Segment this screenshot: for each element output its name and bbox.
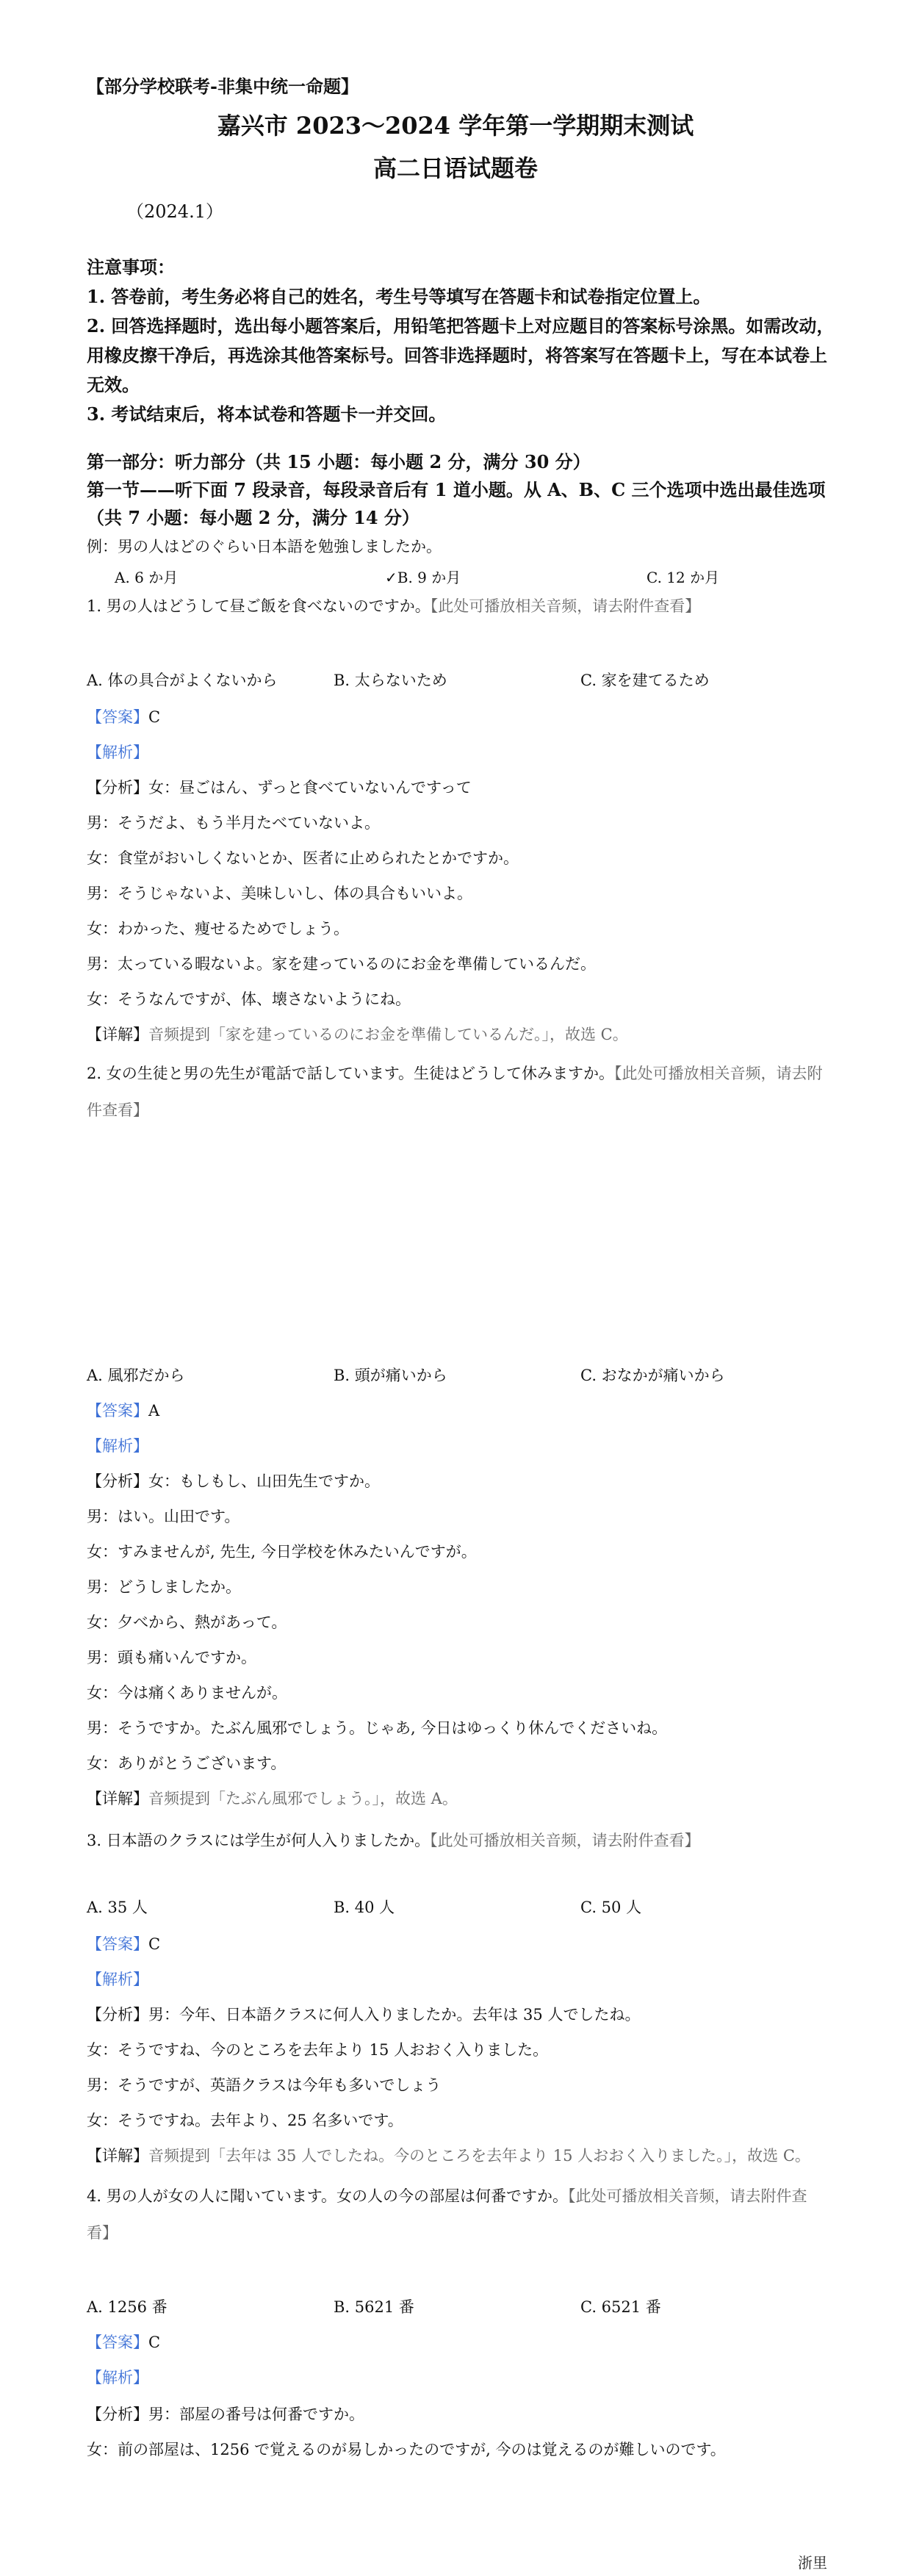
question-stem: 2. 女の生徒と男の先生が電話で話しています。生徒はどうして休みますか。【此处可播放相关音频，请去附件查看】 bbox=[87, 1065, 823, 1119]
dialogue-line: 女：そうですね、今のところを去年より 15 人おおく入りました。 bbox=[87, 2041, 549, 2059]
option-a: A. 体の具合がよくないから bbox=[87, 672, 278, 689]
example-option-a: A. 6 か月 bbox=[115, 569, 179, 586]
option-c: C. おなかが痛いから bbox=[580, 1367, 725, 1384]
analysis-label: 【解析】 bbox=[87, 1971, 148, 1988]
option-b: B. 40 人 bbox=[334, 1899, 395, 1916]
notes-heading: 注意事项： bbox=[87, 256, 175, 278]
exam-date: （2024.1） bbox=[126, 201, 223, 222]
dialogue-line: 男：はい。山田です。 bbox=[87, 1508, 240, 1525]
audio-reference: 【此处可播放相关音频，请去附件查看】 bbox=[430, 597, 701, 615]
dialogue-line: 女：夕べから、熱があって。 bbox=[87, 1613, 287, 1631]
audio-reference: 【此处可播放相关音频，请去附件查看】 bbox=[87, 2187, 807, 2242]
note-item: 3. 考试结束后，将本试卷和答题卡一并交回。 bbox=[87, 403, 447, 425]
part1-heading: 第一部分：听力部分（共 15 小题：每小题 2 分，满分 30 分） bbox=[87, 451, 591, 472]
option-a: A. 1256 番 bbox=[87, 2298, 168, 2316]
dialogue-line: 男：どうしましたか。 bbox=[87, 1578, 241, 1596]
option-c: C. 50 人 bbox=[580, 1899, 642, 1916]
answer-line: 【答案】C bbox=[87, 1935, 161, 1953]
dialogue-line: 男：頭も痛いんですか。 bbox=[87, 1649, 256, 1666]
exam-title: 嘉兴市 2023～2024 学年第一学期期末测试 bbox=[217, 112, 694, 140]
question-stem: 3. 日本語のクラスには学生が何人入りましたか。【此处可播放相关音频，请去附件查看】 bbox=[87, 1832, 700, 1849]
audio-reference: 【此处可播放相关音频，请去附件查看】 bbox=[87, 1065, 823, 1119]
part1-header bbox=[87, 448, 851, 532]
dialogue-line: 女：食堂がおいしくないとか、医者に止められたとかですか。 bbox=[87, 849, 519, 867]
dialogue-line: 【分析】女：もしもし、山田先生ですか。 bbox=[87, 1472, 380, 1490]
question-stem: 4. 男の人が女の人に聞いています。女の人の今の部屋は何番ですか。【此处可播放相关音频，请去附件查看】 bbox=[87, 2187, 807, 2242]
detail-line: 【详解】音频提到「家を建っているのにお金を準備しているんだ。」，故选 C。 bbox=[87, 1026, 628, 1043]
dialogue-line: 女：そうなんですが、体、壊さないようにね。 bbox=[87, 990, 411, 1008]
option-c: C. 家を建てるため bbox=[580, 672, 710, 689]
dialogue-line: 女：前の部屋は、1256 で覚えるのが易しかったのですが, 今のは覚えるのが難しいのです。 bbox=[87, 2441, 726, 2458]
option-b: B. 5621 番 bbox=[334, 2298, 414, 2316]
exam-tag: 【部分学校联考-非集中统一命题】 bbox=[87, 76, 359, 97]
dialogue-line: 男：そうですが、英語クラスは今年も多いでしょう bbox=[87, 2076, 442, 2094]
audio-reference: 【此处可播放相关音频，请去附件查看】 bbox=[430, 1832, 700, 1849]
detail-line: 【详解】音频提到「去年は 35 人でしたね。今のところを去年より 15 人おおく入りました。」，故选 C。 bbox=[87, 2147, 810, 2165]
dialogue-line: 男：そうだよ、もう半月たべていないよ。 bbox=[87, 814, 380, 832]
example-option-b: ✓B. 9 か月 bbox=[385, 569, 461, 586]
notes-block bbox=[87, 253, 836, 429]
dialogue-line: 女：わかった、痩せるためでしょう。 bbox=[87, 920, 349, 938]
option-a: A. 風邪だから bbox=[87, 1367, 185, 1384]
note-item: 2. 回答选择题时，选出每小题答案后，用铅笔把答题卡上对应题目的答案标号涂黑。如需改动，用橡皮擦干净后，再选涂其他答案标号。回答非选择题时，将答案写在答题卡上，写在本试卷上无效。 bbox=[87, 315, 835, 395]
exam-subtitle: 高二日语试题卷 bbox=[372, 154, 538, 182]
dialogue-line: 女：ありがとうございます。 bbox=[87, 1755, 287, 1772]
dialogue-line: 男：太っている暇ないよ。家を建っているのにお金を準備しているんだ。 bbox=[87, 955, 596, 973]
dialogue-line: 【分析】男：今年、日本語クラスに何人入りましたか。去年は 35 人でしたね。 bbox=[87, 2006, 641, 2023]
option-c: C. 6521 番 bbox=[580, 2298, 661, 2316]
answer-line: 【答案】C bbox=[87, 708, 161, 726]
answer-line: 【答案】C bbox=[87, 2334, 161, 2351]
dialogue-line: 【分析】男：部屋の番号は何番ですか。 bbox=[87, 2406, 364, 2423]
analysis-label: 【解析】 bbox=[87, 1437, 148, 1455]
detail-line: 【详解】音频提到「たぶん風邪でしょう。」，故选 A。 bbox=[87, 1790, 458, 1807]
dialogue-line: 女：そうですね。去年より、25 名多いです。 bbox=[87, 2112, 403, 2129]
option-b: B. 頭が痛いから bbox=[334, 1367, 447, 1384]
answer-line: 【答案】A bbox=[87, 1402, 160, 1420]
section-instructions: 第一节——听下面 7 段录音，每段录音后有 1 道小题。从 A、B、C 三个选项中选出最佳选项（共 7 小题：每小题 2 分，满分 14 分） bbox=[87, 479, 826, 528]
dialogue-line: 女：今は痛くありませんが。 bbox=[87, 1684, 287, 1702]
dialogue-line: 【分析】女：昼ごはん、ずっと食べていないんですって bbox=[87, 779, 472, 796]
option-a: A. 35 人 bbox=[87, 1899, 148, 1916]
analysis-label: 【解析】 bbox=[87, 744, 148, 761]
analysis-label: 【解析】 bbox=[87, 2369, 148, 2386]
note-item: 1. 答卷前，考生务必将自己的姓名，考生号等填写在答题卡和试卷指定位置上。 bbox=[87, 286, 711, 307]
question-stem: 1. 男の人はどうして昼ご飯を食べないのですか。【此处可播放相关音频，请去附件查看】 bbox=[87, 597, 701, 615]
example-question: 例：男の人はどのぐらい日本語を勉強しましたか。 bbox=[87, 538, 442, 555]
option-b: B. 太らないため bbox=[334, 672, 447, 689]
dialogue-line: 男：そうですか。たぶん風邪でしょう。じゃあ, 今日はゆっくり休んでくださいね。 bbox=[87, 1719, 668, 1737]
example-option-c: C. 12 か月 bbox=[647, 569, 720, 586]
dialogue-line: 女：すみませんが, 先生, 今日学校を休みたいんですが。 bbox=[87, 1543, 477, 1561]
page-footer: 浙里 bbox=[798, 2554, 827, 2572]
dialogue-line: 男：そうじゃないよ、美味しいし、体の具合もいいよ。 bbox=[87, 885, 472, 902]
